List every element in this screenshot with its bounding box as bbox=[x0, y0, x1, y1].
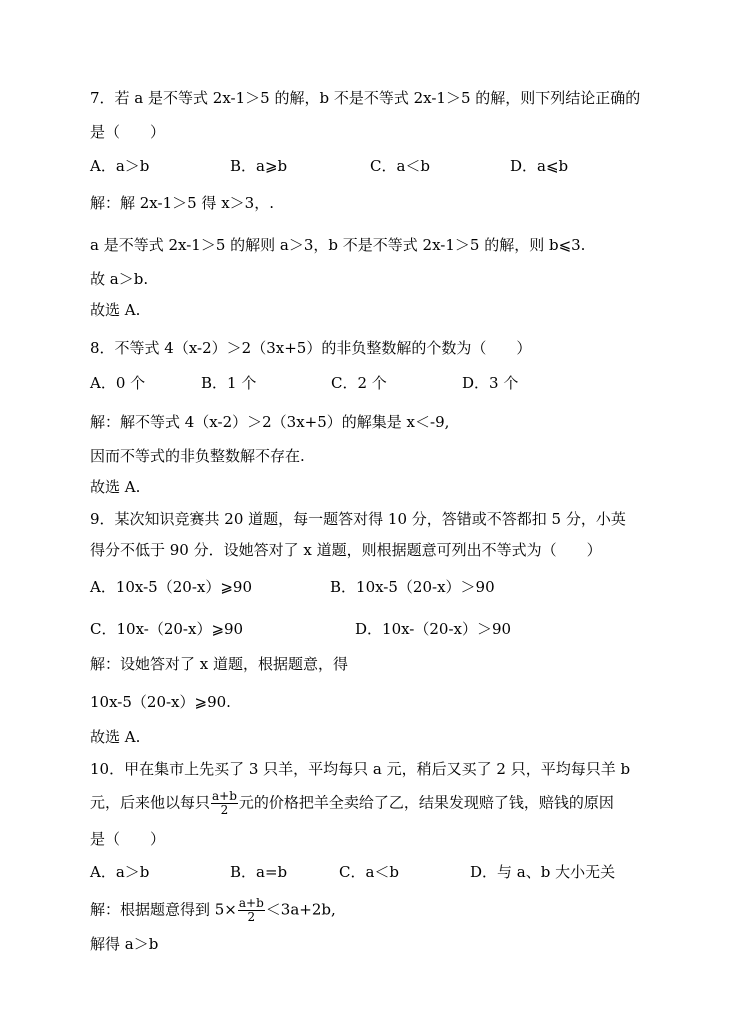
fraction-numerator: a+b bbox=[212, 789, 237, 803]
q8-option-d: D．3 个 bbox=[462, 374, 519, 392]
q10-option-c: C．a＜b bbox=[339, 863, 400, 881]
q7-solution-line-1: 解：解 2x-1＞5 得 x＞3，. bbox=[90, 194, 274, 212]
q10-stem-line-3: 是（ ） bbox=[90, 830, 166, 848]
q9-solution-line-2: 10x-5（20-x）⩾90. bbox=[90, 693, 231, 711]
q8-solution-answer: 故选 A. bbox=[90, 478, 141, 496]
q8-option-a: A．0 个 bbox=[90, 374, 146, 392]
q7-option-c: C．a＜b bbox=[370, 157, 431, 175]
q7-solution-line-3: 故 a＞b. bbox=[90, 270, 149, 288]
q9-option-c: C．10x-（20-x）⩾90 bbox=[90, 620, 244, 638]
q9-stem-line-1: 9．某次知识竞赛共 20 道题，每一题答对得 10 分，答错或不答都扣 5 分，小英 bbox=[90, 510, 626, 528]
q8-solution-line-2: 因而不等式的非负整数解不存在. bbox=[90, 447, 305, 465]
q7-solution-answer: 故选 A. bbox=[90, 301, 141, 319]
q7-option-d: D．a⩽b bbox=[510, 157, 569, 175]
q8-solution-line-1: 解：解不等式 4（x-2）＞2（3x+5）的解集是 x＜-9, bbox=[90, 413, 450, 431]
solution-fraction-denominator: 2 bbox=[247, 910, 256, 924]
q7-stem-line-2: 是（ ） bbox=[90, 123, 166, 141]
q7-option-a: A．a＞b bbox=[90, 157, 150, 175]
q9-option-d: D．10x-（20-x）＞90 bbox=[355, 620, 512, 638]
q10-stem-line-1: 10．甲在集市上先买了 3 只羊，平均每只 a 元，稍后又买了 2 只，平均每只羊 b bbox=[90, 760, 631, 778]
solution-fraction bbox=[238, 897, 265, 924]
q10-solution-line-2: 解得 a＞b bbox=[90, 935, 159, 953]
q10-stem-text-before: 元，后来他以每只 bbox=[90, 793, 211, 812]
q9-solution-line-1: 解：设她答对了 x 道题，根据题意，得 bbox=[90, 655, 348, 673]
q10-option-d: D．与 a、b 大小无关 bbox=[470, 863, 616, 881]
q9-stem-line-2: 得分不低于 90 分．设她答对了 x 道题，则根据题意可列出不等式为（ ） bbox=[90, 541, 602, 559]
q9-option-a: A．10x-5（20-x）⩾90 bbox=[90, 578, 252, 596]
q8-stem: 8．不等式 4（x-2）＞2（3x+5）的非负整数解的个数为（ ） bbox=[90, 339, 532, 357]
q10-solution-text-before: 解：根据题意得到 5× bbox=[90, 900, 237, 919]
fraction-denominator: 2 bbox=[220, 803, 229, 817]
q8-option-b: B．1 个 bbox=[201, 374, 257, 392]
q8-option-c: C．2 个 bbox=[331, 374, 387, 392]
q10-stem-line-2 bbox=[90, 790, 614, 817]
q9-option-b: B．10x-5（20-x）＞90 bbox=[330, 578, 495, 596]
q10-stem-text-after: 元的价格把羊全卖给了乙，结果发现赔了钱，赔钱的原因 bbox=[238, 793, 614, 812]
solution-fraction-numerator: a+b bbox=[238, 896, 264, 910]
q9-solution-answer: 故选 A. bbox=[90, 728, 141, 746]
q7-solution-line-2: a 是不等式 2x-1＞5 的解则 a＞3，b 不是不等式 2x-1＞5 的解，则 b⩽3. bbox=[90, 236, 586, 254]
q10-solution-text-after: ＜3a+2b, bbox=[265, 900, 336, 919]
q10-option-b: B．a=b bbox=[230, 863, 288, 881]
price-fraction bbox=[211, 790, 238, 817]
q7-stem-line-1: 7．若 a 是不等式 2x-1＞5 的解，b 不是不等式 2x-1＞5 的解，则下列结论正确的 bbox=[90, 89, 641, 107]
q10-solution-line-1 bbox=[90, 897, 336, 924]
q10-option-a: A．a＞b bbox=[90, 863, 150, 881]
q7-option-b: B．a⩾b bbox=[230, 157, 288, 175]
